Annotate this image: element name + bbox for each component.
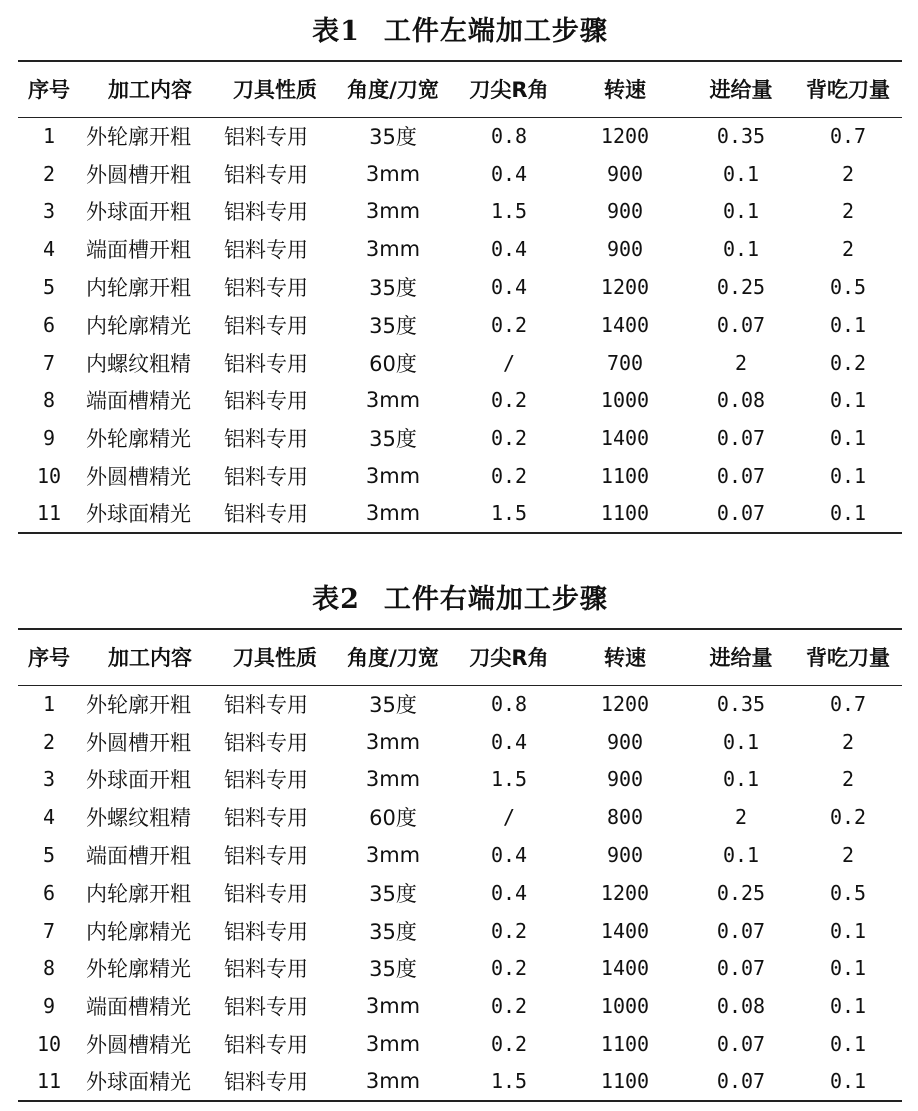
tool-type-cell: 铝料专用 — [224, 313, 308, 338]
nose-radius-cell: 0.4 — [490, 843, 528, 868]
step-index-cell: 10 — [36, 464, 62, 489]
depth-of-cut-cell: 0.2 — [829, 350, 867, 375]
tool-type-cell: 铝料专用 — [224, 427, 308, 452]
spindle-speed-cell: 900 — [606, 729, 644, 754]
depth-of-cut-cell: 2 — [841, 161, 855, 186]
angle-width-cell: 35度 — [369, 919, 417, 944]
table-1-block — [18, 4, 902, 534]
tool-type-cell: 铝料专用 — [224, 995, 308, 1020]
step-index-cell: 2 — [42, 729, 56, 754]
tool-type-cell: 铝料专用 — [224, 162, 308, 187]
feed-rate-cell: 0.07 — [716, 956, 766, 981]
table-row — [18, 987, 902, 1025]
feed-rate-cell: 0.1 — [722, 729, 760, 754]
feed-rate-cell: 0.07 — [716, 918, 766, 943]
feed-rate-cell: 2 — [734, 350, 748, 375]
process-content-cell: 端面槽精光 — [86, 995, 191, 1020]
tool-type-cell: 铝料专用 — [220, 495, 330, 533]
table-2-number: 表2 — [312, 584, 360, 615]
nose-radius-cell: / — [502, 805, 516, 830]
column-header-nose-radius: 刀尖R角 — [456, 629, 562, 685]
nose-radius-cell: 0.2 — [490, 1032, 528, 1057]
nose-radius-cell: 0.2 — [490, 956, 528, 981]
step-index-cell: 3 — [42, 767, 56, 792]
table-2-header-row — [18, 629, 902, 685]
tool-type-cell: 铝料专用 — [224, 238, 308, 263]
process-content-cell: 外圆槽开粗 — [86, 730, 191, 755]
tool-type-cell: 铝料专用 — [220, 1063, 330, 1101]
table-row — [18, 761, 902, 799]
table-1-number: 表1 — [312, 16, 360, 47]
spindle-speed-cell: 1100 — [600, 464, 650, 489]
feed-rate-cell: 0.07 — [716, 312, 766, 337]
table-row — [18, 457, 902, 495]
depth-of-cut-cell: 0.7 — [829, 124, 867, 149]
angle-width-cell: 3mm — [365, 767, 421, 792]
spindle-speed-cell: 900 — [606, 237, 644, 262]
step-index-cell: 10 — [36, 1032, 62, 1057]
spindle-speed-cell: 900 — [606, 767, 644, 792]
depth-of-cut-cell: 0.1 — [829, 426, 867, 451]
angle-width-cell: 3mm — [365, 237, 421, 262]
tool-type-cell: 铝料专用 — [224, 768, 308, 793]
feed-rate-cell: 2 — [734, 805, 748, 830]
depth-of-cut-cell: 0.5 — [829, 880, 867, 905]
spindle-speed-cell: 1400 — [600, 426, 650, 451]
nose-radius-cell: 1.5 — [456, 1063, 562, 1101]
step-index-cell: 4 — [42, 237, 56, 262]
nose-radius-cell: 0.2 — [490, 918, 528, 943]
process-content-cell: 外球面精光 — [80, 495, 220, 533]
column-header-nose-radius: 刀尖R角 — [456, 61, 562, 117]
depth-of-cut-cell: 0.1 — [829, 312, 867, 337]
nose-radius-cell: 0.8 — [490, 692, 528, 717]
tool-type-cell: 铝料专用 — [224, 806, 308, 831]
step-index-cell: 7 — [42, 350, 56, 375]
step-index-cell: 1 — [42, 692, 56, 717]
table-2-body — [18, 685, 902, 1101]
process-content-cell: 端面槽开粗 — [86, 238, 191, 263]
process-content-cell: 内轮廓开粗 — [86, 881, 191, 906]
table-2 — [18, 628, 902, 1102]
column-header-speed: 转速 — [562, 629, 688, 685]
feed-rate-cell: 0.08 — [716, 388, 766, 413]
depth-of-cut-cell: 0.1 — [794, 495, 902, 533]
column-header-angle-width: 角度/刀宽 — [330, 629, 456, 685]
depth-of-cut-cell: 2 — [841, 199, 855, 224]
feed-rate-cell: 0.1 — [722, 767, 760, 792]
depth-of-cut-cell: 2 — [841, 237, 855, 262]
depth-of-cut-cell: 0.1 — [829, 464, 867, 489]
angle-width-cell: 3mm — [365, 199, 421, 224]
nose-radius-cell: 1.5 — [456, 495, 562, 533]
nose-radius-cell: 0.4 — [490, 880, 528, 905]
depth-of-cut-cell: 0.1 — [829, 956, 867, 981]
angle-width-cell: 3mm — [330, 495, 456, 533]
nose-radius-cell: 0.2 — [490, 464, 528, 489]
step-index-cell: 9 — [42, 994, 56, 1019]
step-index-cell: 8 — [42, 956, 56, 981]
column-header-feed: 进给量 — [688, 61, 794, 117]
nose-radius-cell: 0.4 — [490, 237, 528, 262]
spindle-speed-cell: 1400 — [600, 956, 650, 981]
tool-type-cell: 铝料专用 — [224, 389, 308, 414]
feed-rate-cell: 0.35 — [716, 692, 766, 717]
spindle-speed-cell: 1100 — [600, 1032, 650, 1057]
step-index-cell: 5 — [42, 275, 56, 300]
table-row — [18, 723, 902, 761]
process-content-cell: 外球面开粗 — [86, 768, 191, 793]
table-row — [18, 912, 902, 950]
table-2-caption — [18, 572, 902, 628]
tool-type-cell: 铝料专用 — [224, 465, 308, 490]
step-index-cell: 2 — [42, 161, 56, 186]
column-header-angle-width: 角度/刀宽 — [330, 61, 456, 117]
angle-width-cell: 3mm — [365, 994, 421, 1019]
feed-rate-cell: 0.07 — [716, 464, 766, 489]
table-row — [18, 419, 902, 457]
table-row — [18, 874, 902, 912]
tool-type-cell: 铝料专用 — [224, 844, 308, 869]
process-content-cell: 外圆槽精光 — [86, 465, 191, 490]
table-1-caption — [18, 4, 902, 60]
table-row — [18, 1025, 902, 1063]
depth-of-cut-cell: 0.1 — [829, 918, 867, 943]
process-content-cell: 内螺纹粗精 — [86, 351, 191, 376]
nose-radius-cell: 0.4 — [490, 729, 528, 754]
column-header-tool-type: 刀具性质 — [220, 61, 330, 117]
depth-of-cut-cell: 0.1 — [794, 1063, 902, 1101]
spindle-speed-cell: 800 — [606, 805, 644, 830]
process-content-cell: 内轮廓开粗 — [86, 276, 191, 301]
table-1-body — [18, 117, 902, 533]
table-row — [18, 193, 902, 231]
nose-radius-cell: 0.4 — [490, 161, 528, 186]
angle-width-cell: 3mm — [365, 161, 421, 186]
feed-rate-cell: 0.1 — [722, 843, 760, 868]
depth-of-cut-cell: 2 — [841, 843, 855, 868]
process-content-cell: 端面槽开粗 — [86, 844, 191, 869]
table-row — [18, 1063, 902, 1101]
table-row — [18, 382, 902, 420]
tool-type-cell: 铝料专用 — [224, 1033, 308, 1058]
step-index-cell: 11 — [18, 495, 80, 533]
table-1 — [18, 60, 902, 534]
angle-width-cell: 35度 — [369, 693, 417, 718]
feed-rate-cell: 0.35 — [716, 124, 766, 149]
process-content-cell: 外轮廓开粗 — [86, 693, 191, 718]
step-index-cell: 9 — [42, 426, 56, 451]
depth-of-cut-cell: 0.1 — [829, 994, 867, 1019]
depth-of-cut-cell: 0.5 — [829, 275, 867, 300]
tool-type-cell: 铝料专用 — [224, 276, 308, 301]
table-row — [18, 155, 902, 193]
step-index-cell: 7 — [42, 918, 56, 943]
angle-width-cell: 3mm — [365, 388, 421, 413]
table-row — [18, 495, 902, 533]
table-row — [18, 836, 902, 874]
spindle-speed-cell: 1400 — [600, 312, 650, 337]
column-header-index: 序号 — [18, 629, 80, 685]
tool-type-cell: 铝料专用 — [224, 351, 308, 376]
step-index-cell: 6 — [42, 312, 56, 337]
spindle-speed-cell: 900 — [606, 843, 644, 868]
table-row — [18, 798, 902, 836]
tool-type-cell: 铝料专用 — [224, 881, 308, 906]
depth-of-cut-cell: 0.7 — [829, 692, 867, 717]
depth-of-cut-cell: 0.2 — [829, 805, 867, 830]
feed-rate-cell: 0.07 — [716, 1032, 766, 1057]
table-row — [18, 685, 902, 723]
table-row — [18, 230, 902, 268]
step-index-cell: 6 — [42, 880, 56, 905]
step-index-cell: 3 — [42, 199, 56, 224]
feed-rate-cell: 0.25 — [716, 275, 766, 300]
feed-rate-cell: 0.1 — [722, 237, 760, 262]
column-header-speed: 转速 — [562, 61, 688, 117]
spindle-speed-cell: 1200 — [600, 275, 650, 300]
feed-rate-cell: 0.07 — [688, 495, 794, 533]
angle-width-cell: 35度 — [369, 125, 417, 150]
tool-type-cell: 铝料专用 — [224, 125, 308, 150]
feed-rate-cell: 0.08 — [716, 994, 766, 1019]
feed-rate-cell: 0.25 — [716, 880, 766, 905]
spindle-speed-cell: 1100 — [562, 1063, 688, 1101]
step-index-cell: 8 — [42, 388, 56, 413]
nose-radius-cell: 0.2 — [490, 994, 528, 1019]
step-index-cell: 4 — [42, 805, 56, 830]
feed-rate-cell: 0.1 — [722, 161, 760, 186]
nose-radius-cell: 0.2 — [490, 426, 528, 451]
table-1-header-row — [18, 61, 902, 117]
angle-width-cell: 35度 — [369, 313, 417, 338]
column-header-depth-of-cut: 背吃刀量 — [794, 61, 902, 117]
tool-type-cell: 铝料专用 — [224, 693, 308, 718]
spindle-speed-cell: 1200 — [600, 124, 650, 149]
nose-radius-cell: 0.2 — [490, 388, 528, 413]
process-content-cell: 外轮廓精光 — [86, 427, 191, 452]
process-content-cell: 外球面开粗 — [86, 200, 191, 225]
angle-width-cell: 60度 — [369, 806, 417, 831]
table-1-title: 工件左端加工步骤 — [383, 16, 608, 47]
depth-of-cut-cell: 2 — [841, 767, 855, 792]
process-content-cell: 端面槽精光 — [86, 389, 191, 414]
depth-of-cut-cell: 0.1 — [829, 388, 867, 413]
table-2-block — [18, 572, 902, 1102]
spindle-speed-cell: 1400 — [600, 918, 650, 943]
step-index-cell: 11 — [18, 1063, 80, 1101]
step-index-cell: 1 — [42, 124, 56, 149]
spindle-speed-cell: 700 — [606, 350, 644, 375]
process-content-cell: 内轮廓精光 — [86, 313, 191, 338]
tool-type-cell: 铝料专用 — [224, 957, 308, 982]
angle-width-cell: 60度 — [369, 351, 417, 376]
angle-width-cell: 3mm — [365, 1032, 421, 1057]
tool-type-cell: 铝料专用 — [224, 200, 308, 225]
table-row — [18, 306, 902, 344]
spindle-speed-cell: 1100 — [562, 495, 688, 533]
process-content-cell: 外圆槽开粗 — [86, 162, 191, 187]
column-header-tool-type: 刀具性质 — [220, 629, 330, 685]
spindle-speed-cell: 1200 — [600, 692, 650, 717]
table-row — [18, 344, 902, 382]
spindle-speed-cell: 900 — [606, 161, 644, 186]
angle-width-cell: 3mm — [330, 1063, 456, 1101]
process-content-cell: 外圆槽精光 — [86, 1033, 191, 1058]
process-content-cell: 内轮廓精光 — [86, 919, 191, 944]
nose-radius-cell: 0.2 — [490, 312, 528, 337]
nose-radius-cell: / — [502, 350, 516, 375]
column-header-depth-of-cut: 背吃刀量 — [794, 629, 902, 685]
angle-width-cell: 35度 — [369, 881, 417, 906]
depth-of-cut-cell: 0.1 — [829, 1032, 867, 1057]
tool-type-cell: 铝料专用 — [224, 919, 308, 944]
tool-type-cell: 铝料专用 — [224, 730, 308, 755]
process-content-cell: 外球面精光 — [80, 1063, 220, 1101]
column-header-feed: 进给量 — [688, 629, 794, 685]
angle-width-cell: 3mm — [365, 843, 421, 868]
nose-radius-cell: 1.5 — [490, 767, 528, 792]
process-content-cell: 外轮廓开粗 — [86, 125, 191, 150]
table-2-title: 工件右端加工步骤 — [383, 584, 608, 615]
table-row — [18, 117, 902, 155]
column-header-index: 序号 — [18, 61, 80, 117]
process-content-cell: 外螺纹粗精 — [86, 806, 191, 831]
angle-width-cell: 35度 — [369, 276, 417, 301]
feed-rate-cell: 0.07 — [716, 426, 766, 451]
spindle-speed-cell: 1000 — [600, 388, 650, 413]
feed-rate-cell: 0.07 — [688, 1063, 794, 1101]
step-index-cell: 5 — [42, 843, 56, 868]
process-content-cell: 外轮廓精光 — [86, 957, 191, 982]
spindle-speed-cell: 900 — [606, 199, 644, 224]
spindle-speed-cell: 1000 — [600, 994, 650, 1019]
column-header-content: 加工内容 — [80, 629, 220, 685]
table-row — [18, 950, 902, 988]
table-row — [18, 268, 902, 306]
angle-width-cell: 3mm — [365, 464, 421, 489]
nose-radius-cell: 0.4 — [490, 275, 528, 300]
feed-rate-cell: 0.1 — [722, 199, 760, 224]
nose-radius-cell: 1.5 — [490, 199, 528, 224]
nose-radius-cell: 0.8 — [490, 124, 528, 149]
depth-of-cut-cell: 2 — [841, 729, 855, 754]
column-header-content: 加工内容 — [80, 61, 220, 117]
angle-width-cell: 3mm — [365, 729, 421, 754]
spindle-speed-cell: 1200 — [600, 880, 650, 905]
angle-width-cell: 35度 — [369, 957, 417, 982]
angle-width-cell: 35度 — [369, 427, 417, 452]
